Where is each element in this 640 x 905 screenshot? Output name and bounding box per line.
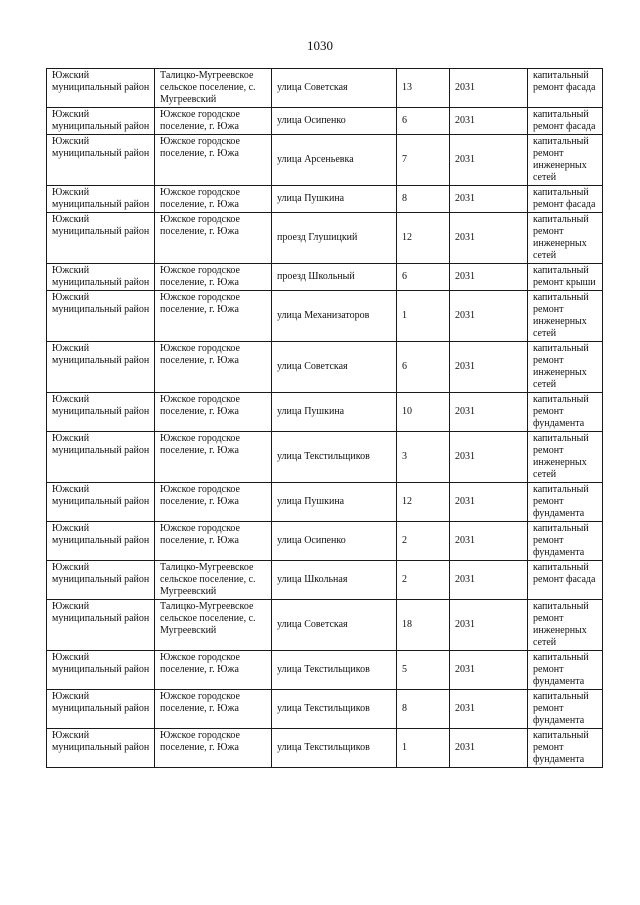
- table-row: [47, 651, 603, 690]
- street-cell: улица Механизаторов: [272, 291, 397, 342]
- house-number-cell: 1: [397, 729, 450, 768]
- table-row: [47, 264, 603, 291]
- house-number-cell: 13: [397, 69, 450, 108]
- settlement-cell: Южское городское поселение, г. Южа: [155, 342, 272, 393]
- street-cell: улица Школьная: [272, 561, 397, 600]
- house-number-cell: 8: [397, 690, 450, 729]
- work-type-cell: капитальный ремонт фасада: [528, 108, 603, 135]
- settlement-cell: Южское городское поселение, г. Южа: [155, 651, 272, 690]
- work-type-cell: капитальный ремонт фасада: [528, 186, 603, 213]
- work-type-cell: капитальный ремонт инженерных сетей: [528, 432, 603, 483]
- year-cell: 2031: [450, 651, 528, 690]
- house-number-cell: 2: [397, 561, 450, 600]
- year-cell: 2031: [450, 432, 528, 483]
- table-row: [47, 291, 603, 342]
- registry-table-body: [47, 69, 603, 768]
- year-cell: 2031: [450, 561, 528, 600]
- district-cell: Южский муниципальный район: [47, 69, 155, 108]
- house-number-cell: 3: [397, 432, 450, 483]
- table-row: [47, 393, 603, 432]
- street-cell: улица Пушкина: [272, 186, 397, 213]
- settlement-cell: Талицко-Мугреевское сельское поселение, с. Мугреевский: [155, 561, 272, 600]
- table-row: [47, 69, 603, 108]
- page-number: 1030: [307, 38, 333, 53]
- table-row: [47, 342, 603, 393]
- table-row: [47, 729, 603, 768]
- house-number-cell: 1: [397, 291, 450, 342]
- district-cell: Южский муниципальный район: [47, 651, 155, 690]
- house-number-cell: 10: [397, 393, 450, 432]
- district-cell: Южский муниципальный район: [47, 264, 155, 291]
- settlement-cell: Южское городское поселение, г. Южа: [155, 393, 272, 432]
- table-row: [47, 432, 603, 483]
- table-row: [47, 108, 603, 135]
- house-number-cell: 12: [397, 213, 450, 264]
- work-type-cell: капитальный ремонт фундамента: [528, 522, 603, 561]
- year-cell: 2031: [450, 135, 528, 186]
- street-cell: улица Пушкина: [272, 393, 397, 432]
- house-number-cell: 6: [397, 264, 450, 291]
- settlement-cell: Южское городское поселение, г. Южа: [155, 186, 272, 213]
- street-cell: улица Текстильщиков: [272, 690, 397, 729]
- settlement-cell: Южское городское поселение, г. Южа: [155, 483, 272, 522]
- street-cell: улица Арсеньевка: [272, 135, 397, 186]
- settlement-cell: Южское городское поселение, г. Южа: [155, 135, 272, 186]
- district-cell: Южский муниципальный район: [47, 342, 155, 393]
- work-type-cell: капитальный ремонт фасада: [528, 561, 603, 600]
- district-cell: Южский муниципальный район: [47, 729, 155, 768]
- district-cell: Южский муниципальный район: [47, 186, 155, 213]
- house-number-cell: 5: [397, 651, 450, 690]
- year-cell: 2031: [450, 690, 528, 729]
- registry-table: [46, 68, 603, 768]
- table-row: [47, 522, 603, 561]
- district-cell: Южский муниципальный район: [47, 483, 155, 522]
- street-cell: улица Советская: [272, 69, 397, 108]
- settlement-cell: Южское городское поселение, г. Южа: [155, 729, 272, 768]
- district-cell: Южский муниципальный район: [47, 432, 155, 483]
- work-type-cell: капитальный ремонт инженерных сетей: [528, 135, 603, 186]
- year-cell: 2031: [450, 342, 528, 393]
- district-cell: Южский муниципальный район: [47, 135, 155, 186]
- street-cell: улица Осипенко: [272, 522, 397, 561]
- house-number-cell: 6: [397, 108, 450, 135]
- settlement-cell: Южское городское поселение, г. Южа: [155, 522, 272, 561]
- settlement-cell: Южское городское поселение, г. Южа: [155, 432, 272, 483]
- year-cell: 2031: [450, 108, 528, 135]
- district-cell: Южский муниципальный район: [47, 561, 155, 600]
- street-cell: улица Советская: [272, 342, 397, 393]
- district-cell: Южский муниципальный район: [47, 108, 155, 135]
- district-cell: Южский муниципальный район: [47, 213, 155, 264]
- work-type-cell: капитальный ремонт инженерных сетей: [528, 600, 603, 651]
- table-row: [47, 186, 603, 213]
- house-number-cell: 7: [397, 135, 450, 186]
- street-cell: улица Текстильщиков: [272, 651, 397, 690]
- work-type-cell: капитальный ремонт фасада: [528, 69, 603, 108]
- street-cell: проезд Глушицкий: [272, 213, 397, 264]
- district-cell: Южский муниципальный район: [47, 600, 155, 651]
- year-cell: 2031: [450, 393, 528, 432]
- year-cell: 2031: [450, 69, 528, 108]
- work-type-cell: капитальный ремонт фундамента: [528, 729, 603, 768]
- street-cell: улица Осипенко: [272, 108, 397, 135]
- table-row: [47, 213, 603, 264]
- work-type-cell: капитальный ремонт фундамента: [528, 690, 603, 729]
- settlement-cell: Южское городское поселение, г. Южа: [155, 213, 272, 264]
- table-row: [47, 561, 603, 600]
- year-cell: 2031: [450, 522, 528, 561]
- settlement-cell: Южское городское поселение, г. Южа: [155, 690, 272, 729]
- work-type-cell: капитальный ремонт крыши: [528, 264, 603, 291]
- settlement-cell: Южское городское поселение, г. Южа: [155, 291, 272, 342]
- house-number-cell: 12: [397, 483, 450, 522]
- year-cell: 2031: [450, 483, 528, 522]
- street-cell: проезд Школьный: [272, 264, 397, 291]
- street-cell: улица Пушкина: [272, 483, 397, 522]
- year-cell: 2031: [450, 291, 528, 342]
- district-cell: Южский муниципальный район: [47, 522, 155, 561]
- year-cell: 2031: [450, 186, 528, 213]
- settlement-cell: Талицко-Мугреевское сельское поселение, с. Мугреевский: [155, 69, 272, 108]
- house-number-cell: 18: [397, 600, 450, 651]
- work-type-cell: капитальный ремонт инженерных сетей: [528, 291, 603, 342]
- street-cell: улица Текстильщиков: [272, 432, 397, 483]
- house-number-cell: 8: [397, 186, 450, 213]
- year-cell: 2031: [450, 600, 528, 651]
- table-row: [47, 690, 603, 729]
- settlement-cell: Южское городское поселение, г. Южа: [155, 108, 272, 135]
- district-cell: Южский муниципальный район: [47, 291, 155, 342]
- year-cell: 2031: [450, 213, 528, 264]
- district-cell: Южский муниципальный район: [47, 690, 155, 729]
- year-cell: 2031: [450, 729, 528, 768]
- settlement-cell: Талицко-Мугреевское сельское поселение, с. Мугреевский: [155, 600, 272, 651]
- table-row: [47, 600, 603, 651]
- street-cell: улица Советская: [272, 600, 397, 651]
- year-cell: 2031: [450, 264, 528, 291]
- house-number-cell: 6: [397, 342, 450, 393]
- work-type-cell: капитальный ремонт инженерных сетей: [528, 342, 603, 393]
- house-number-cell: 2: [397, 522, 450, 561]
- work-type-cell: капитальный ремонт инженерных сетей: [528, 213, 603, 264]
- table-row: [47, 483, 603, 522]
- street-cell: улица Текстильщиков: [272, 729, 397, 768]
- district-cell: Южский муниципальный район: [47, 393, 155, 432]
- work-type-cell: капитальный ремонт фундамента: [528, 483, 603, 522]
- table-row: [47, 135, 603, 186]
- work-type-cell: капитальный ремонт фундамента: [528, 393, 603, 432]
- settlement-cell: Южское городское поселение, г. Южа: [155, 264, 272, 291]
- work-type-cell: капитальный ремонт фундамента: [528, 651, 603, 690]
